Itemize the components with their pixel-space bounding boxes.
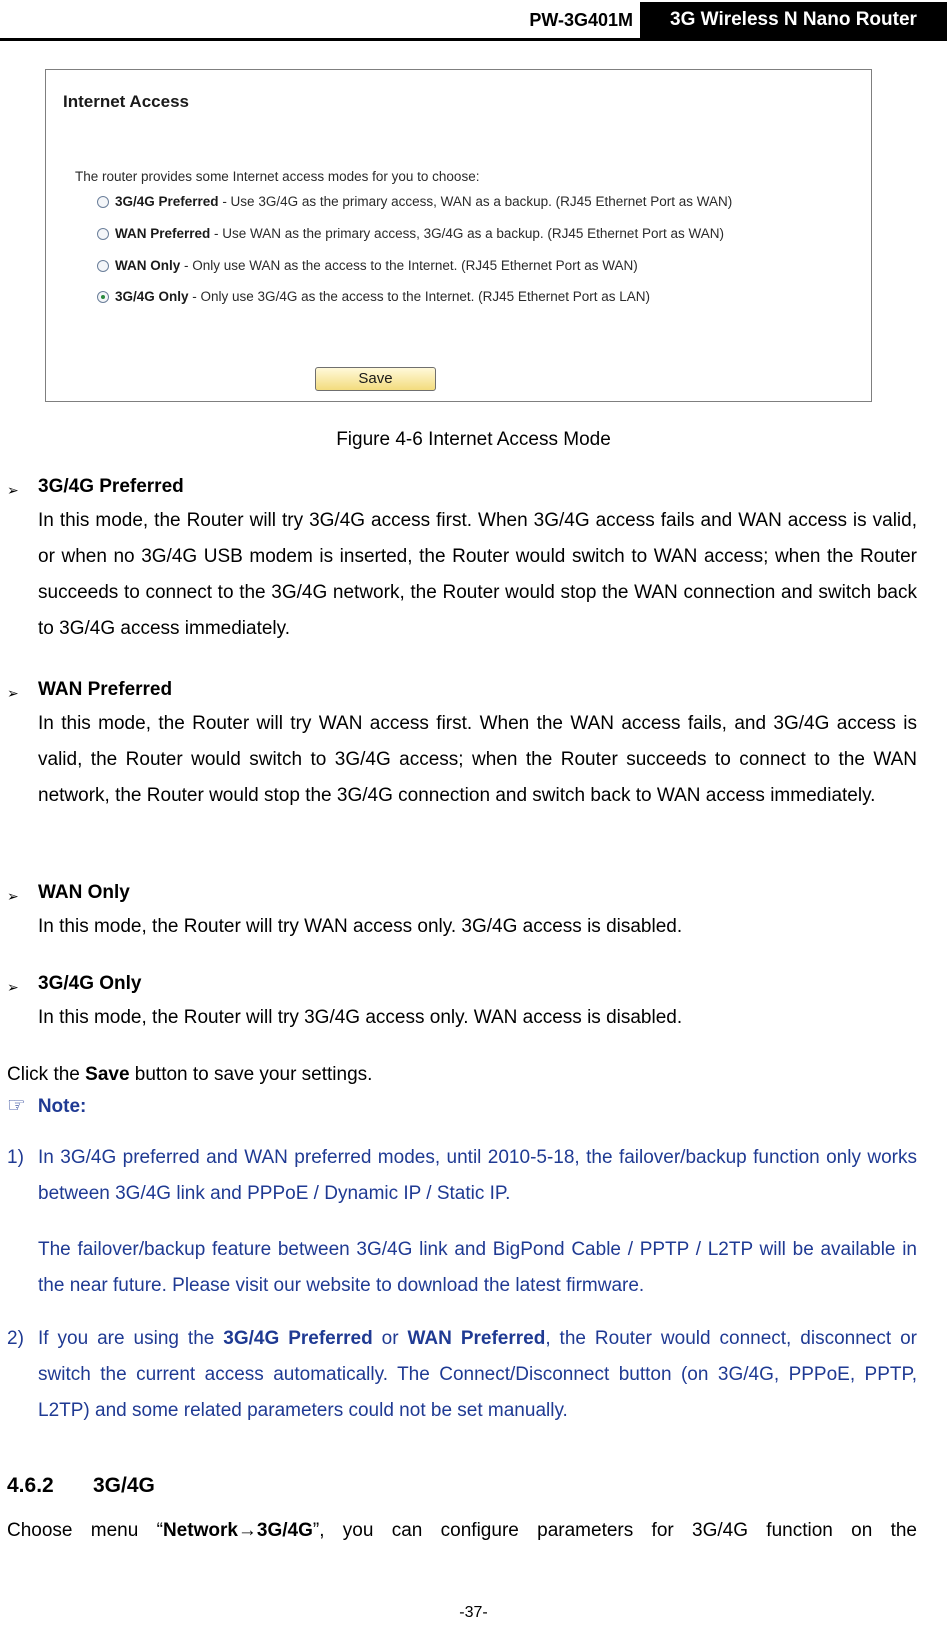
mode-title: 3G/4G Only (38, 973, 142, 994)
menu-path: Network→3G/4G (162, 1520, 313, 1541)
text: Choose menu “ (7, 1520, 163, 1541)
choose-menu-text (7, 1513, 917, 1549)
mode-text: In this mode, the Router will try 3G/4G access first. When 3G/4G access fails and WAN access is valid, or when no 3G/4G USB modem is inserted, the Router would switch to WAN access; when the Router succeeds to connect to the 3G/4G network, the Router would stop the WAN connection and switch back to 3G/4G access immediately. (38, 510, 917, 639)
option-wan-only[interactable] (97, 258, 638, 273)
option-3g4g-preferred[interactable] (97, 194, 732, 209)
text: ”, you can configure parameters for 3G/4G function on the (312, 1520, 917, 1541)
note-heading (7, 1093, 86, 1118)
header-model: PW-3G401M (529, 10, 633, 30)
option-3g4g-only[interactable] (97, 289, 650, 304)
header-rule (0, 38, 947, 41)
text: , the Router would connect, disconnect or switch the current access automatically. The Connect/Disconnect button (on 3G/4G, PPPoE, PPTP, L2TP) and some related parameters could not be set manually. (38, 1328, 917, 1421)
radio-3g4g-only[interactable] (97, 291, 109, 303)
bold-term: WAN Preferred (407, 1328, 546, 1349)
mode-title: WAN Preferred (38, 679, 173, 700)
option-name: WAN Only (115, 258, 181, 273)
section-title: 3G/4G (93, 1474, 155, 1497)
option-wan-preferred[interactable] (97, 226, 724, 241)
section-heading (7, 1474, 155, 1498)
bullet-arrow-icon: ➢ (7, 685, 19, 701)
save-keyword: Save (85, 1064, 130, 1085)
mode-text: In this mode, the Router will try 3G/4G access only. WAN access is disabled. (38, 1007, 683, 1028)
radio-wan-only[interactable] (97, 260, 109, 272)
screenshot-intro: The router provides some Internet access modes for you to choose: (75, 169, 480, 184)
screenshot-title: Internet Access (63, 92, 189, 111)
mode-title: WAN Only (38, 882, 130, 903)
option-desc: - Only use WAN as the access to the Internet. (RJ45 Ethernet Port as WAN) (180, 258, 638, 273)
pointing-hand-icon: ☞ (7, 1094, 26, 1117)
bold-term: 3G/4G Preferred (223, 1328, 373, 1349)
option-desc: - Use 3G/4G as the primary access, WAN as a backup. (RJ45 Ethernet Port as WAN) (218, 194, 733, 209)
header-product: 3G Wireless N Nano Router (640, 2, 947, 38)
mode-title: 3G/4G Preferred (38, 476, 184, 497)
bullet-arrow-icon: ➢ (7, 979, 19, 995)
text: Click the (7, 1064, 86, 1085)
figure-caption: Figure 4-6 Internet Access Mode (336, 429, 611, 450)
option-name: WAN Preferred (115, 226, 211, 241)
option-desc: - Use WAN as the primary access, 3G/4G as a backup. (RJ45 Ethernet Port as WAN) (210, 226, 724, 241)
bullet-arrow-icon: ➢ (7, 482, 19, 498)
note-item-2 (38, 1321, 917, 1429)
internet-access-screenshot (45, 69, 872, 402)
option-name: 3G/4G Only (115, 289, 189, 304)
mode-text: In this mode, the Router will try WAN access only. 3G/4G access is disabled. (38, 916, 683, 937)
text: or (372, 1328, 408, 1349)
text: If you are using the (38, 1328, 224, 1349)
note-item-1: In 3G/4G preferred and WAN preferred modes, until 2010-5-18, the failover/backup function only works between 3G/4G link and PPPoE / Dynamic IP / Static IP. (38, 1147, 917, 1204)
option-desc: - Only use 3G/4G as the access to the Internet. (RJ45 Ethernet Port as LAN) (188, 289, 650, 304)
radio-3g4g-preferred[interactable] (97, 196, 109, 208)
note-number: 1) (7, 1147, 24, 1168)
click-save-instruction (7, 1064, 372, 1086)
mode-text: In this mode, the Router will try WAN access first. When the WAN access fails, and 3G/4G access is valid, the Router would switch to 3G/4G access; when the Router succeeds to connect to the WAN network, the Router would stop the 3G/4G connection and switch back to WAN access immediately. (38, 713, 917, 806)
bullet-arrow-icon: ➢ (7, 888, 19, 904)
save-button[interactable]: Save (315, 367, 436, 391)
note-item-1-extra: The failover/backup feature between 3G/4G link and BigPond Cable / PPTP / L2TP will be available in the near future. Please visit our website to download the latest firmware. (38, 1239, 917, 1296)
section-number: 4.6.2 (7, 1474, 54, 1497)
note-number: 2) (7, 1328, 24, 1349)
radio-wan-preferred[interactable] (97, 228, 109, 240)
page-header (0, 0, 947, 42)
option-name: 3G/4G Preferred (115, 194, 219, 209)
note-label: Note: (37, 1096, 87, 1117)
page-number: -37- (459, 1604, 488, 1621)
text: button to save your settings. (129, 1064, 373, 1085)
